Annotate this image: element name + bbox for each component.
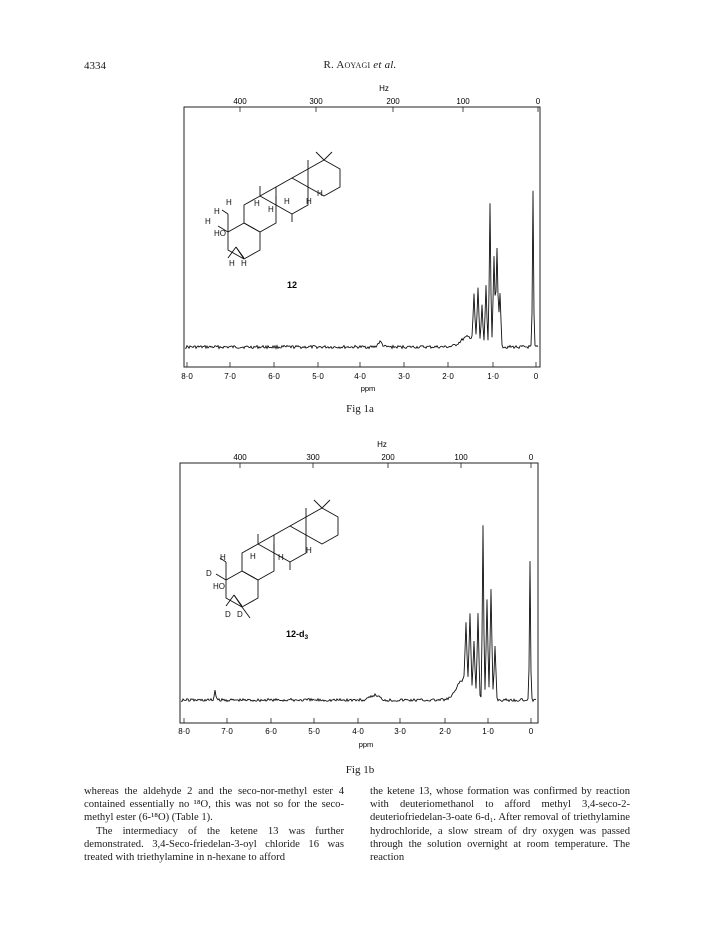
atom-label: D bbox=[237, 610, 243, 619]
fig1b-bottom-tick: 5·0 bbox=[308, 727, 320, 736]
fig1a-bottom-tick: 0 bbox=[533, 372, 539, 381]
atom-label: H bbox=[306, 197, 312, 206]
fig1b-bottom-tick: 0 bbox=[528, 727, 534, 736]
fig1b-bottom-tickmarks bbox=[184, 718, 531, 723]
body-paragraph: the ketene 13, whose formation was confirmed by reaction with deuteriomethanol to afford methyl 3,4-seco-2-deuteriofriedelan-3-oate 6-d₁. After removal of triethylamine hydrochloride, a slow stream of dry oxygen was passed through the solution overnight at room temperature. The reaction bbox=[370, 786, 630, 864]
atom-label: H bbox=[284, 197, 290, 206]
fig1a-bottom-tick: 5·0 bbox=[312, 372, 324, 381]
fig1a-ppm-label: ppm bbox=[360, 384, 376, 393]
running-head-author: R. Aoyagi bbox=[323, 59, 371, 71]
atom-label: H bbox=[220, 553, 226, 562]
atom-label: H bbox=[229, 259, 235, 268]
fig1a-bottom-tick: 6·0 bbox=[268, 372, 280, 381]
fig1b-hz-label: Hz bbox=[377, 440, 387, 449]
fig1a-caption: Fig 1a bbox=[346, 403, 374, 415]
fig1a-bottom-tick: 7·0 bbox=[224, 372, 236, 381]
fig1a-top-tick: 200 bbox=[386, 97, 400, 106]
fig1a-bottom-tick: 3·0 bbox=[398, 372, 410, 381]
fig1a-bottom-tick: 4·0 bbox=[354, 372, 366, 381]
fig1a-atom-labels bbox=[205, 189, 323, 268]
atom-label: H bbox=[254, 199, 260, 208]
body-column-left bbox=[84, 785, 344, 864]
fig1b-top-tickmarks bbox=[240, 463, 531, 468]
fig1b-atom-labels bbox=[206, 546, 312, 619]
fig1b-top-tick: 400 bbox=[233, 453, 247, 462]
fig1a-top-tick: 400 bbox=[233, 97, 247, 106]
atom-label: H bbox=[205, 217, 211, 226]
fig1a-bottom-tick: 1·0 bbox=[487, 372, 499, 381]
fig1b-bottom-tick: 3·0 bbox=[394, 727, 406, 736]
fig1a-hz-label: Hz bbox=[379, 84, 389, 93]
figure-1a bbox=[0, 0, 720, 420]
atom-label: H bbox=[278, 553, 284, 562]
fig1b-bottom-tick: 6·0 bbox=[265, 727, 277, 736]
fig1b-bottom-tick: 1·0 bbox=[482, 727, 494, 736]
fig1b-bottom-tick: 2·0 bbox=[439, 727, 451, 736]
fig1b-bottom-tick: 8·0 bbox=[178, 727, 190, 736]
atom-label: H bbox=[241, 259, 247, 268]
fig1a-compound-label: 12 bbox=[287, 280, 298, 290]
fig1b-bottom-tick: 7·0 bbox=[221, 727, 233, 736]
atom-label: H bbox=[214, 207, 220, 216]
fig1b-top-ticks bbox=[233, 453, 533, 462]
atom-label: H bbox=[306, 546, 312, 555]
fig1a-top-ticks bbox=[233, 97, 540, 106]
fig1a-bottom-tick: 8·0 bbox=[181, 372, 193, 381]
fig1b-spectrum-trace bbox=[181, 525, 536, 701]
atom-label: H bbox=[317, 189, 323, 198]
atom-label: H bbox=[226, 198, 232, 207]
fig1b-bottom-tick: 4·0 bbox=[352, 727, 364, 736]
running-head-suffix: et al. bbox=[370, 59, 397, 71]
fig1b-top-tick: 100 bbox=[454, 453, 468, 462]
fig1b-frame bbox=[180, 463, 538, 723]
fig1b-top-tick: 300 bbox=[306, 453, 320, 462]
body-paragraph: The intermediacy of the ketene 13 was further demonstrated. 3,4-Seco-friedelan-3-oyl chloride 16 was treated with triethylamine in n-hexane to afford bbox=[84, 825, 344, 864]
fig1a-frame bbox=[184, 107, 540, 367]
fig1a-top-tick: 300 bbox=[309, 97, 323, 106]
fig1b-top-tick: 200 bbox=[381, 453, 395, 462]
atom-label: HO bbox=[214, 229, 226, 238]
fig1a-top-tick: 0 bbox=[535, 97, 541, 106]
atom-label: HO bbox=[213, 582, 225, 591]
fig1b-structure-12-d3 bbox=[216, 500, 338, 618]
atom-label: H bbox=[268, 205, 274, 214]
fig1a-top-tick: 100 bbox=[456, 97, 470, 106]
body-column-right bbox=[370, 785, 630, 864]
body-paragraph: whereas the aldehyde 2 and the seco-nor-methyl ester 4 contained essentially no ¹⁸O, this was not so for the seco-methyl ester (6-¹⁸O) (Table 1). bbox=[84, 786, 344, 824]
fig1b-caption: Fig 1b bbox=[345, 764, 375, 776]
fig1a-bottom-tick: 2·0 bbox=[442, 372, 454, 381]
fig1a-top-tickmarks bbox=[240, 107, 538, 112]
figure-1b bbox=[0, 420, 720, 780]
page-number: 4334 bbox=[84, 60, 106, 72]
fig1b-bottom-ticks bbox=[178, 727, 534, 736]
fig1a-structure-12 bbox=[218, 152, 340, 259]
atom-label: H bbox=[250, 552, 256, 561]
atom-label: D bbox=[225, 610, 231, 619]
fig1b-top-tick: 0 bbox=[528, 453, 534, 462]
atom-label: D bbox=[206, 569, 212, 578]
fig1b-ppm-label: ppm bbox=[358, 740, 374, 749]
fig1a-bottom-tickmarks bbox=[187, 362, 536, 367]
fig1b-compound-label: $12-d_3$ bbox=[286, 629, 309, 641]
fig1a-spectrum-trace bbox=[185, 191, 538, 349]
fig1a-bottom-ticks bbox=[181, 372, 539, 381]
